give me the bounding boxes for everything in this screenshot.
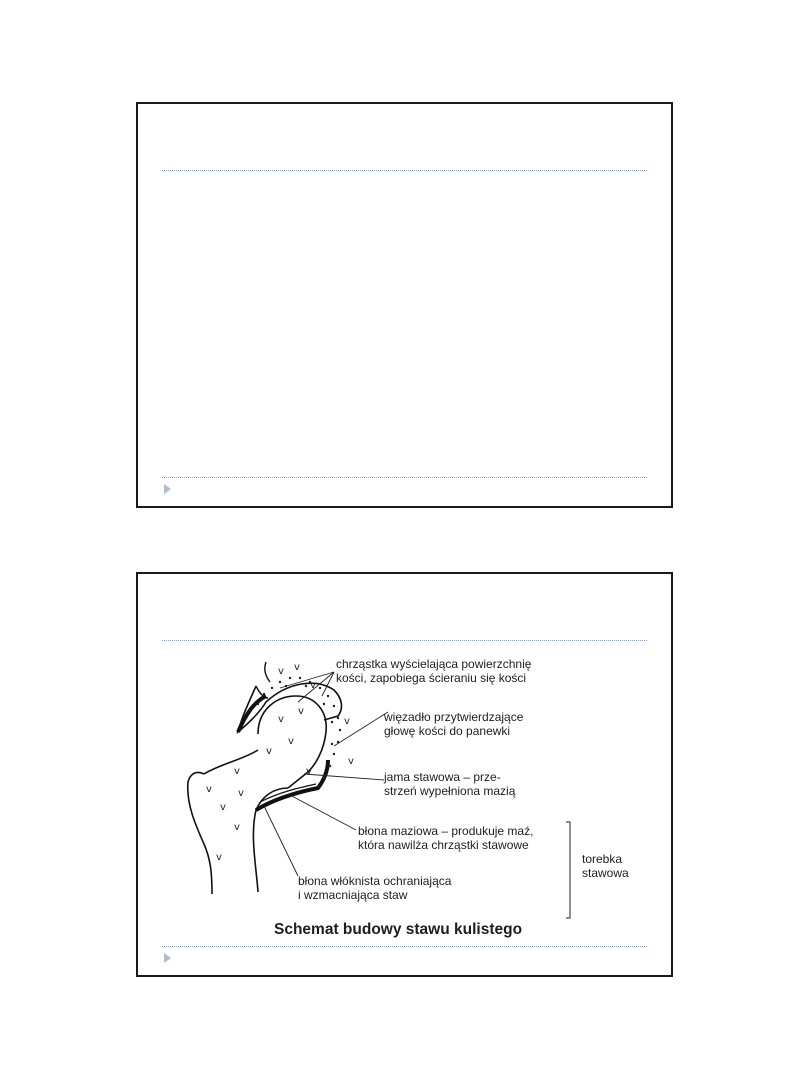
- label-cartilage-line-2: kości, zapobiega ścieraniu się kości: [336, 671, 527, 685]
- diagram-caption: Schemat budowy stawu kulistego: [274, 921, 523, 938]
- svg-text:v: v: [294, 662, 300, 673]
- footer-divider: [162, 477, 647, 478]
- label-synovial-line-1: błona maziowa – produkuje maź,: [358, 824, 534, 838]
- label-cartilage: [336, 657, 531, 685]
- label-synovial: [358, 824, 533, 852]
- label-ligament-line-1: więzadło przytwierdzające: [384, 710, 524, 724]
- label-fibrous-line-1: błona włóknista ochraniająca: [298, 874, 452, 888]
- svg-text:v: v: [310, 680, 316, 691]
- label-cavity-line-1: jama stawowa – prze-: [384, 770, 501, 784]
- label-capsule-line-2: stawowa: [582, 866, 629, 880]
- svg-text:v: v: [344, 716, 350, 727]
- socket-top: [265, 662, 270, 682]
- synovial-line: [260, 784, 316, 802]
- label-fibrous-line-2: i wzmacniająca staw: [298, 888, 408, 902]
- svg-text:v: v: [238, 788, 244, 799]
- label-cavity: [384, 770, 515, 798]
- svg-text:v: v: [306, 766, 312, 777]
- label-capsule-line-1: torebka: [582, 852, 623, 866]
- svg-text:v: v: [288, 736, 294, 747]
- svg-text:v: v: [278, 666, 284, 677]
- svg-text:v: v: [278, 714, 284, 725]
- label-synovial-line-2: która nawilża chrząstki stawowe: [358, 838, 529, 852]
- label-ligament: [384, 710, 523, 738]
- title-divider: [162, 170, 647, 171]
- svg-text:v: v: [298, 706, 304, 717]
- svg-text:v: v: [206, 784, 212, 795]
- svg-text:v: v: [348, 756, 354, 767]
- label-fibrous: [298, 874, 451, 902]
- slide-1: [136, 102, 673, 508]
- label-cartilage-line-1: chrząstka wyścielająca powierzchnię: [336, 657, 532, 671]
- footer-arrow-icon: [164, 484, 171, 494]
- svg-text:v: v: [266, 746, 272, 757]
- label-cavity-line-2: strzeń wypełniona mazią: [384, 784, 516, 798]
- svg-text:v: v: [220, 802, 226, 813]
- capsule-bracket: [566, 822, 570, 918]
- label-capsule: [582, 852, 629, 880]
- svg-text:v: v: [234, 822, 240, 833]
- label-ligament-line-2: głowę kości do panewki: [384, 724, 511, 738]
- capsule-band-top: [238, 696, 266, 732]
- femur-neck-top: [204, 750, 258, 774]
- slide-2: [136, 572, 673, 977]
- svg-text:v: v: [216, 852, 222, 863]
- svg-text:v: v: [234, 766, 240, 777]
